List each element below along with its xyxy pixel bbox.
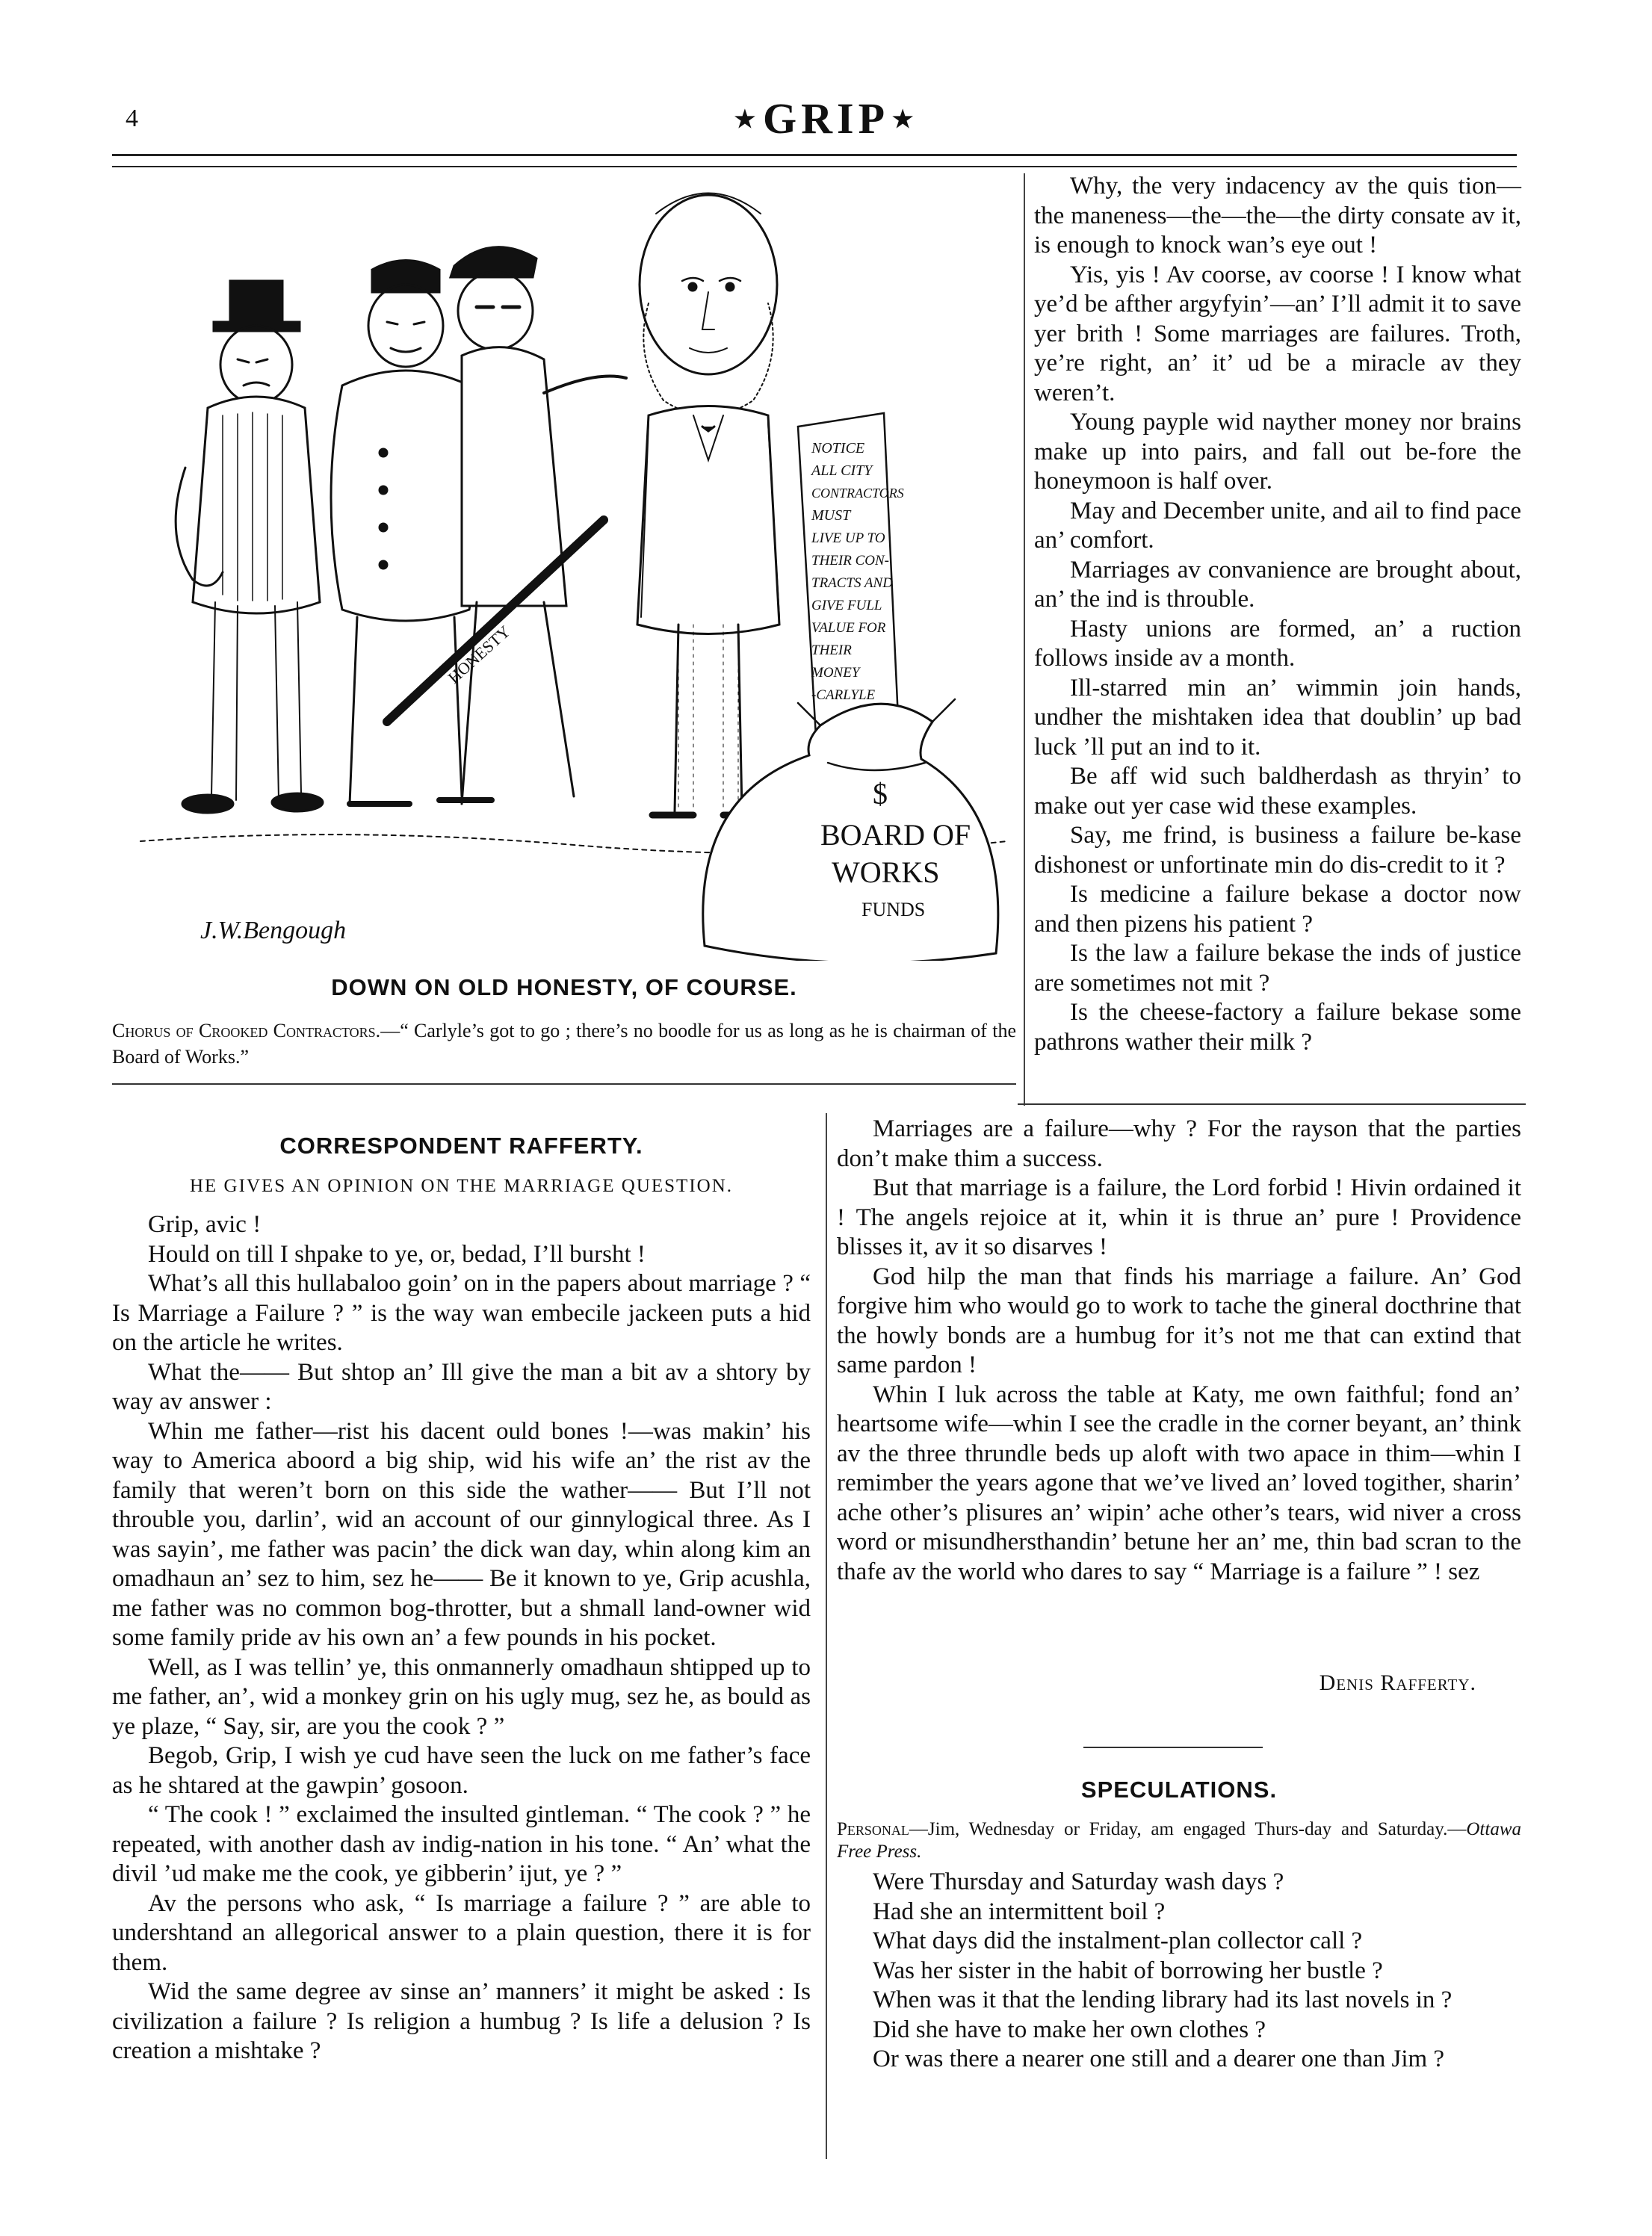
notice-line: MUST [811,507,851,524]
question-line: What days did the instalment-plan collector call ? [873,1927,1363,1954]
money-bag-label: BOARD OF [820,818,971,852]
notice-line: THEIR CON- [811,553,889,569]
paragraph: “ The cook ! ” exclaimed the insulted gintleman. “ The cook ? ” he repeated, with another dash av indig-nation in his tone. “ An’ what the divil ’ud make me the cook, ye gibberin’ ijut, ye ? ” [112,1801,811,1887]
cartoon-title: DOWN ON OLD HONESTY, OF COURSE. [331,974,797,1000]
page-number: 4 [126,105,138,132]
paragraph: Grip, avic ! [148,1211,262,1238]
paragraph: Begob, Grip, I wish ye cud have seen the luck on me father’s face as he shtared at the gawpin’ gosoon. [112,1742,811,1799]
notice-line: CONTRACTORS [811,486,904,501]
caption-text: —“ Carlyle’s got to go ; there’s no boodle for us as long as he is chairman of the Board of Works.” [112,1020,1016,1068]
article-subtitle: HE GIVES AN OPINION ON THE MARRIAGE QUESTION. [189,1176,733,1196]
paragraph: Wid the same degree av sinse an’ manners’ it might be asked : Is civilization a failure ? Is religion a humbug ? Is life a delusion ? Is creation a mishtake ? [112,1978,811,2064]
paragraph: What’s all this hullabaloo goin’ on in the papers about marriage ? “ Is Marriage a Failure ? ” is the way wan embecile jackeen puts a hid on the article he writes. [112,1270,811,1356]
paragraph: Is the cheese-factory a failure bekase some pathrons wather their milk ? [1034,999,1521,1056]
caption-speaker: Chorus of Crooked Contractors. [112,1020,381,1041]
paragraph: Av the persons who ask, “ Is marriage a failure ? ” are able to undershtand an allegorical answer to a plain question, there it is for them. [112,1889,811,1976]
personal-source: Ottawa Free Press. [837,1819,1521,1862]
question-line: Was her sister in the habit of borrowing her bustle ? [873,1957,1383,1984]
money-bag-label: WORKS [832,855,940,889]
artist-signature: J.W.Bengough [200,917,347,944]
question-line: When was it that the lending library had its last novels in ? [873,1986,1453,2013]
paragraph: What the—— But shtop an’ Ill give the man a bit av a shtory by way av answer : [112,1358,811,1415]
cartoon-illustration [126,169,1019,961]
article-title: CORRESPONDENT RAFFERTY. [279,1133,643,1159]
notice-line: -CARLYLE [811,687,876,703]
paragraph: But that marriage is a failure, the Lord forbid ! Hivin ordained it ! The angels rejoice at it, whin it is thrue an’ pure ! Providence blisses it, av it so disarves ! [837,1174,1521,1260]
section-divider [1018,1103,1526,1105]
header-rule-thin [112,166,1517,167]
question-line: Or was there a nearer one still and a dearer one than Jim ? [873,2045,1445,2072]
paragraph: Be aff wid such baldherdash as thryin’ to make out yer case wid these examples. [1034,763,1521,820]
notice-line: MONEY [811,665,860,681]
cartoon-caption [112,1018,1016,1070]
column-divider [826,1113,827,2159]
article-signature: Denis Rafferty. [1319,1670,1476,1695]
speculations-questions [837,1868,1521,2075]
question-line: Had she an intermittent boil ? [873,1898,1166,1925]
top-hat-contractor-figure [176,281,323,813]
right-column-article-continued [837,1115,1521,1587]
paragraph: Young payple wid nayther money nor brains make up into pairs, and fall out be-fore the honeymoon is half over. [1034,409,1521,495]
paragraph: Why, the very indacency av the quis tion—the maneness—the—the—the dirty consate av it, is enough to knock wan’s eye out ! [1034,173,1521,258]
notice-line: VALUE FOR [811,620,886,636]
paragraph: Well, as I was tellin’ ye, this onmannerly omadhaun shtipped up to me father, an’, wid a monkey grin on his ugly mug, sez he, as bould as ye plaze, “ Say, sir, are you the cook ? ” [112,1653,811,1740]
paragraph: Yis, yis ! Av coorse, av coorse ! I know what ye’d be afther argyfyin’—an’ I’ll admit it to save yer brith ! Some marriages are failures. Troth, ye’re right, an’ it’ ud be a miracle av they weren’t. [1034,261,1521,406]
paragraph: Is medicine a failure bekase a doctor now and then pizens his patient ? [1034,881,1521,938]
section-divider [1083,1747,1263,1748]
masthead: ⋆GRIP⋆ [731,94,921,143]
paragraph: Hasty unions are formed, an’ a ruction follows inside av a month. [1034,615,1521,672]
notice-line: LIVE UP TO [811,530,885,546]
paragraph: Say, me frind, is business a failure be-kase dishonest or unfortinate min do dis-credit to it ? [1034,822,1521,879]
paragraph: God hilp the man that finds his marriage a failure. An’ God forgive him who would go to work to tache the gineral docthrine that the howly bonds are a humbug for it’s not me that can extind that same pardon ! [837,1263,1521,1378]
question-line: Did she have to make her own clothes ? [873,2016,1266,2043]
left-column-article [112,1210,811,2066]
notice-line: NOTICE [811,440,865,456]
paragraph: Whin me father—rist his dacent ould bones !—was makin’ his way to America aboord a big ship, wid his wife an’ the rist av the family that weren’t born on this side the wather—— But I’ll not throuble you, darlin’, wid an account of our ginnylogical three. As I was sayin’, me father was pacin’ the dick wan day, whin along kim an omadhaun an’ sez to him, sez he—— Be it known to ye, Grip acushla, me father was no common bog-throtter, but a shmall land-owner wid some family pride av his own an’ a few pounds in his pocket. [112,1417,811,1651]
caption-rule [112,1083,1016,1085]
money-bag-label: FUNDS [861,899,926,920]
right-column-top [1034,172,1521,1057]
speculations-personal-notice [837,1818,1521,1863]
money-bag-dollar: $ [873,777,888,811]
paragraph: Whin I luk across the table at Katy, me own faithful; fond an’ heartsome wife—whin I see the cradle in the corner beyant, an’ think av the three thrundle beds up aloft with two apace in thim—whin I remimber the years agone that we’ve lived an’ loved togither, sharin’ ache other’s plisures an’ wipin’ ache other’s tears, wid niver a cross word or misundhersthandin’ betune her an’ me, thin bad scran to the thafe av the world who dares to say “ Marriage is a failure ” ! sez [837,1381,1521,1585]
personal-lead: Personal [837,1819,909,1839]
paragraph: May and December unite, and ail to find pace an’ comfort. [1034,497,1521,554]
stick-label: HONESTY [444,622,514,687]
question-line: Were Thursday and Saturday wash days ? [873,1868,1284,1895]
paragraph: Hould on till I shpake to ye, or, bedad, I’ll bursht ! [148,1240,646,1268]
personal-text: —Jim, Wednesday or Friday, am engaged Thurs-day and Saturday.— [909,1819,1467,1839]
paragraph: Ill-starred min an’ wimmin join hands, undher the mishtaken idea that doublin’ up bad luck ’ll put an ind to it. [1034,674,1521,761]
notice-line: GIVE FULL [811,598,882,613]
notice-line: THEIR [811,642,852,658]
speculations-title: SPECULATIONS. [1080,1777,1278,1803]
column-divider [1024,173,1025,1106]
paragraph: Marriages av convanience are brought about, an’ the ind is throuble. [1034,556,1521,613]
paragraph: Is the law a failure bekase the inds of justice are sometimes not mit ? [1034,940,1521,997]
notice-line: TRACTS AND [811,575,893,591]
paragraph: Marriages are a failure—why ? For the rayson that the parties don’t make thim a success. [837,1115,1521,1172]
notice-line: ALL CITY [811,462,873,479]
header-rule [112,154,1517,156]
